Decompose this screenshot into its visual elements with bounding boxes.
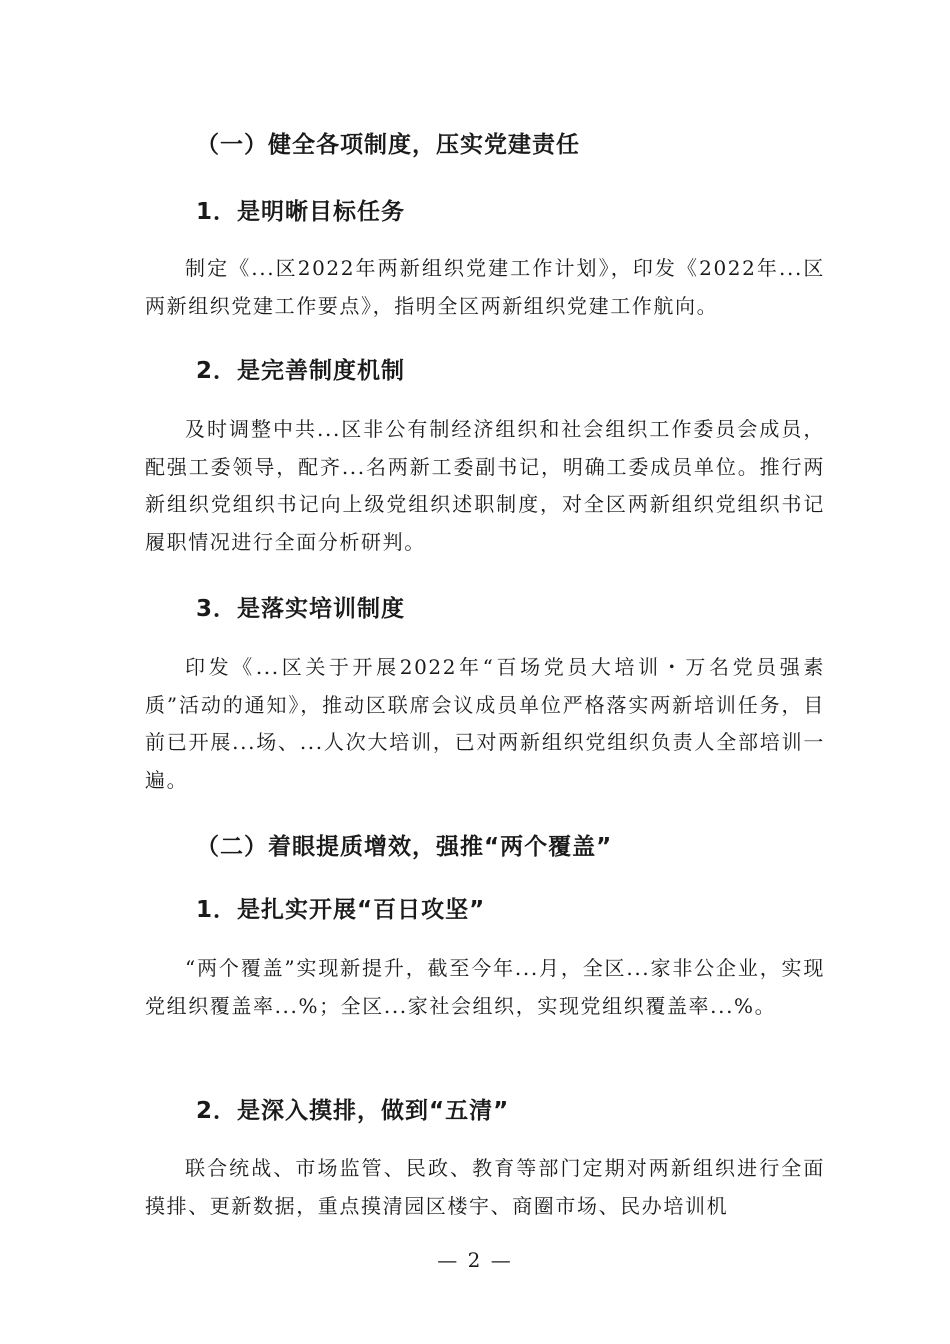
item-title-2-2: 2．是深入摸排，做到“五清” <box>196 1098 510 1124</box>
paragraph-2-1: “两个覆盖”实现新提升，截至今年...月，全区...家非公企业，实现党组织覆盖率...%；全区...家社会组织，实现党组织覆盖率...%。 <box>145 956 825 1018</box>
item-title-1-1: 1．是明晰目标任务 <box>196 199 406 225</box>
paragraph-1-2: 及时调整中共...区非公有制经济组织和社会组织工作委员会成员，配强工委领导，配齐...名两新工委副书记，明确工委成员单位。推行两新组织党组织书记向上级党组织述职制度，对全区两新组织党组织书记履职情况进行全面分析研判。 <box>145 417 825 554</box>
page-number: — 2 — <box>437 1248 513 1272</box>
paragraph-1-1: 制定《...区2022年两新组织党建工作计划》，印发《2022年...区两新组织党建工作要点》，指明全区两新组织党建工作航向。 <box>145 256 825 318</box>
item-title-1-3: 3．是落实培训制度 <box>196 596 406 622</box>
paragraph-1-3: 印发《...区关于开展2022年“百场党员大培训・万名党员强素质”活动的通知》，推动区联席会议成员单位严格落实两新培训任务，目前已开展...场、...人次大培训，已对两新组织党组织负责人全部培训一遍。 <box>145 655 825 792</box>
paragraph-2-2: 联合统战、市场监管、民政、教育等部门定期对两新组织进行全面摸排、更新数据，重点摸清园区楼宇、商圈市场、民办培训机 <box>145 1156 825 1218</box>
item-title-2-1: 1．是扎实开展“百日攻坚” <box>196 897 486 923</box>
section-heading-2: （二）着眼提质增效，强推“两个覆盖” <box>196 834 613 860</box>
section-heading-1: （一）健全各项制度，压实党建责任 <box>196 132 580 158</box>
item-title-1-2: 2．是完善制度机制 <box>196 358 406 384</box>
